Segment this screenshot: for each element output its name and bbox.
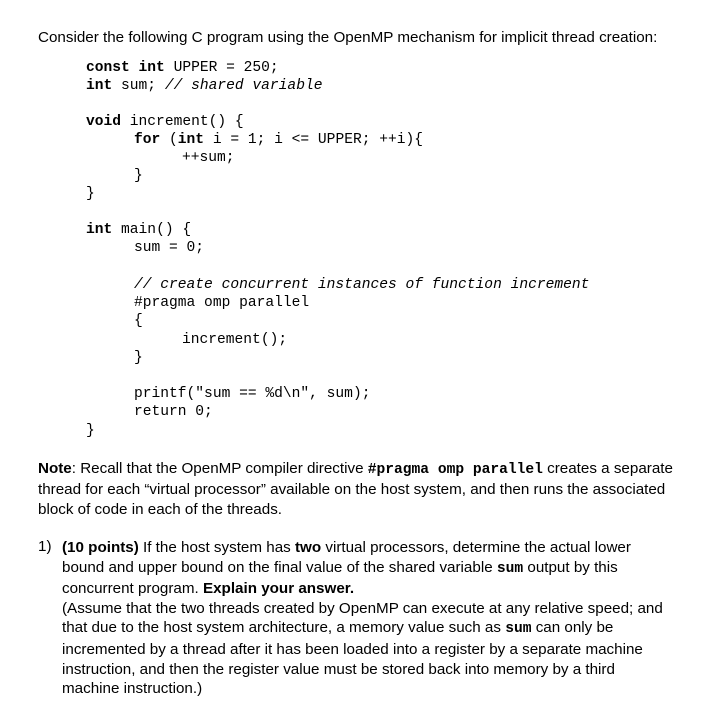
code-line-10: // create concurrent instances of function increment (134, 277, 590, 293)
code-line-6: } (134, 168, 143, 184)
code-line-11: #pragma omp parallel (134, 295, 310, 311)
code-line-3: void increment() { (86, 114, 244, 130)
question-number: 1) (38, 538, 52, 555)
question-explain: Explain your answer. (202, 580, 355, 598)
code-line-1: const int UPPER = 250; (86, 60, 279, 76)
code-line-17: } (86, 423, 95, 439)
code-line-5: ++sum; (182, 150, 235, 166)
code-line-2: int sum; // shared variable (86, 78, 323, 94)
code-line-12: { (134, 313, 143, 329)
note-directive: #pragma omp parallel (367, 462, 543, 478)
question-text: (10 points) If the host system has two virtual processors, determine the actual lower bound and upper bound on the final value of the shared variable sum output by this concurrent program. Explain your answer. (Assume that the two threads created by OpenMP can execute at any relative speed; and that due to the host system architecture, a memory value such as sum can only be incremented by a thread after it has been loaded into a register by a separate machine instruction, and then the register value must be stored back into memory by a third machine instruction.) (62, 539, 663, 698)
code-line-9: sum = 0; (134, 240, 205, 256)
question-points: (10 points) (62, 539, 139, 556)
intro-text: Consider the following C program using the OpenMP mechanism for implicit thread creation: (38, 29, 658, 46)
code-line-7: } (86, 186, 95, 202)
code-line-16: return 0; (134, 404, 213, 420)
code-line-14: } (134, 350, 143, 366)
note-label: Note (38, 460, 72, 477)
note-paragraph: Note: Recall that the OpenMP compiler directive #pragma omp parallel creates a separate thread for each “virtual processor” available on the host system, and then runs the associated block of code in each of the threads. (38, 460, 673, 518)
code-line-4: for (int i = 1; i <= UPPER; ++i){ (134, 132, 424, 148)
code-line-13: increment(); (182, 332, 288, 348)
code-line-8: int main() { (86, 222, 192, 238)
code-line-15: printf("sum == %d\n", sum); (134, 386, 371, 402)
code-comment: // shared variable (164, 78, 323, 94)
